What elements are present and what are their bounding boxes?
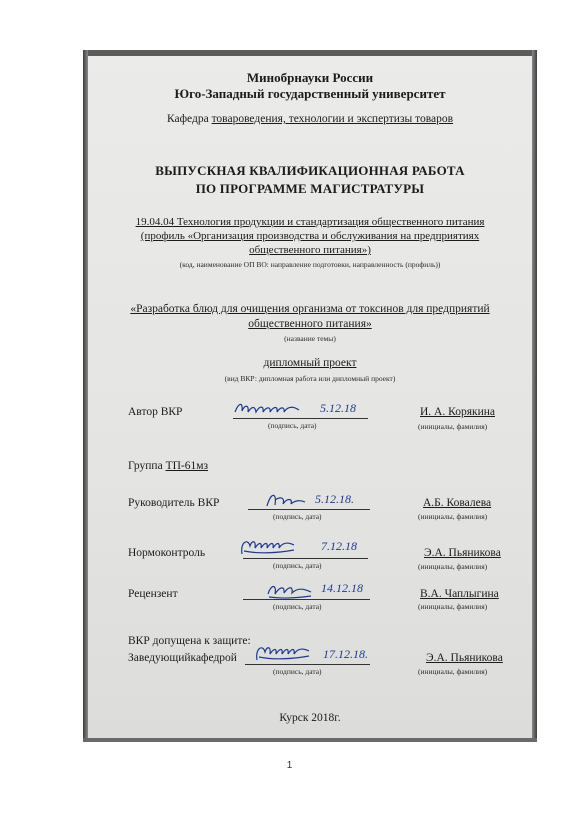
group-label: Группа [128, 460, 163, 472]
program-caption: (код, наименование ОП ВО: направление подготовки, направленность (профиль)) [179, 260, 441, 269]
group-value: ТП-61мз [165, 460, 209, 472]
group-line [128, 460, 208, 472]
supervisor-sign-line [248, 509, 370, 510]
work-type-caption: (вид ВКР: дипломная работа или дипломный проект) [224, 374, 396, 383]
program-line-1: 19.04.04 Технология продукции и стандартизация общественного питания [135, 216, 485, 228]
normcontrol-signature [238, 536, 298, 558]
normcontrol-sign-line [243, 558, 368, 559]
title-line-2: ПО ПРОГРАММЕ МАГИСТРАТУРЫ [195, 181, 425, 196]
admission-sign-line [245, 664, 370, 665]
scan-edge-right [532, 50, 537, 742]
author-sign-caption: (подпись, дата) [268, 421, 317, 430]
reviewer-name-caption: (инициалы, фамилия) [418, 602, 488, 611]
supervisor-signature-date: 5.12.18. [315, 492, 354, 506]
normcontrol-signature-date: 7.12.18 [321, 539, 357, 553]
department-name: товароведения, технологии и экспертизы товаров [211, 113, 454, 125]
admission-name: Э.А. Пьяникова [426, 652, 503, 664]
reviewer-sign-caption: (подпись, дата) [273, 602, 322, 611]
scan-edge-top [83, 50, 537, 56]
work-type-value: дипломный проект [263, 357, 357, 369]
program-line-2: (профиль «Организация производства и обслуживания на предприятиях [140, 230, 480, 242]
reviewer-name: В.А. Чаплыгина [420, 588, 499, 600]
supervisor-label: Руководитель ВКР [128, 497, 220, 509]
admission-signature [253, 642, 313, 664]
author-signature-date: 5.12.18 [320, 401, 356, 415]
scan-edge-left [83, 50, 88, 742]
scan-edge-bottom [83, 738, 537, 742]
program-line-3: общественного питания») [249, 244, 371, 256]
department-prefix: Кафедра [166, 113, 209, 125]
author-label: Автор ВКР [128, 406, 183, 418]
supervisor-sign-caption: (подпись, дата) [273, 512, 322, 521]
author-sign-line [233, 418, 368, 419]
supervisor-signature [265, 490, 307, 510]
head-of-department-label: Заведующийкафедрой [128, 652, 237, 664]
title-line-1: ВЫПУСКНАЯ КВАЛИФИКАЦИОННАЯ РАБОТА [155, 163, 465, 178]
normcontrol-name-caption: (инициалы, фамилия) [418, 562, 488, 571]
admission-signature-date: 17.12.18. [323, 647, 368, 661]
document-sheet [83, 50, 537, 742]
normcontrol-sign-caption: (подпись, дата) [273, 561, 322, 570]
topic-caption: (название темы) [284, 334, 336, 343]
reviewer-label: Рецензент [128, 588, 178, 600]
supervisor-name: А.Б. Ковалева [423, 497, 492, 509]
admission-sign-caption: (подпись, дата) [273, 667, 322, 676]
topic-line-2: общественного питания» [248, 318, 372, 330]
normcontrol-name: Э.А. Пьяникова [424, 547, 501, 559]
author-name-caption: (инициалы, фамилия) [418, 422, 488, 431]
author-signature [233, 400, 303, 418]
author-name: И. А. Корякина [420, 406, 495, 418]
reviewer-signature-date: 14.12.18 [321, 581, 363, 595]
department-line [83, 113, 537, 125]
admission-line: ВКР допущена к защите: [128, 635, 251, 647]
reviewer-sign-line [243, 599, 370, 600]
normcontrol-label: Нормоконтроль [128, 547, 206, 559]
reviewer-signature [265, 580, 315, 600]
page-number: 1 [286, 760, 293, 771]
supervisor-name-caption: (инициалы, фамилия) [418, 512, 488, 521]
university-name: Юго-Западный государственный университет [174, 86, 446, 101]
ministry-name: Минобрнауки России [246, 70, 374, 85]
admission-name-caption: (инициалы, фамилия) [418, 667, 488, 676]
city-year: Курск 2018г. [279, 712, 341, 724]
topic-line-1: «Разработка блюд для очищения организма от токсинов для предприятий [130, 303, 490, 315]
